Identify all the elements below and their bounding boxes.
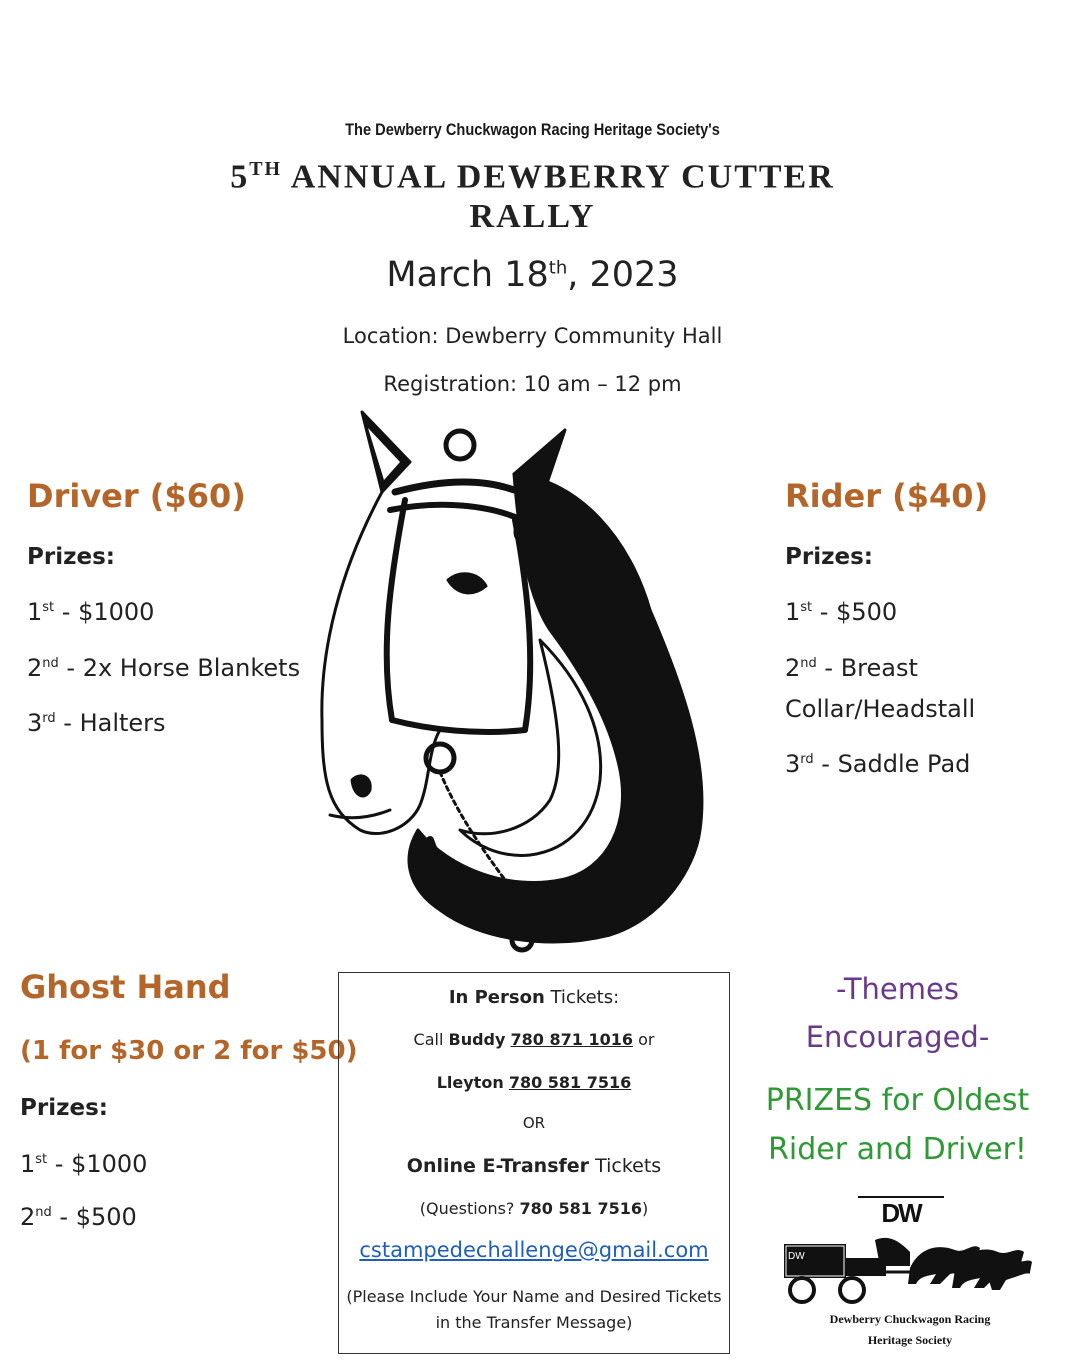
rider-prize-2-cont: Collar/Headstall	[785, 695, 976, 723]
call-pre: Call	[413, 1030, 449, 1049]
driver-prize-2	[27, 654, 300, 682]
prize-suffix: st	[800, 600, 813, 615]
questions-phone: 780 581 7516	[519, 1199, 642, 1218]
prize-place: 1	[785, 598, 801, 626]
prize-text: - Halters	[55, 709, 166, 737]
horse-head-illustration	[300, 400, 740, 960]
title-text: ANNUAL DEWBERRY CUTTER	[290, 158, 835, 196]
in-person-tickets	[339, 987, 729, 1008]
wagon-mark-text: DW	[788, 1251, 805, 1262]
date-year: , 2023	[567, 255, 679, 295]
note-line-2: in the Transfer Message)	[435, 1313, 633, 1332]
society-logo-mark	[858, 1196, 944, 1230]
special-prizes-line-2: Rider and Driver!	[768, 1132, 1027, 1167]
prize-suffix: st	[42, 600, 55, 615]
rider-prize-3	[785, 750, 970, 778]
prize-text: - $500	[812, 598, 898, 626]
note-line-1: (Please Include Your Name and Desired Tickets	[346, 1287, 722, 1306]
prize-place: 3	[27, 709, 43, 737]
ghost-hand-prizes-label: Prizes:	[20, 1095, 108, 1121]
prize-text: - $1000	[47, 1150, 148, 1178]
online-bold: Online E-Transfer	[406, 1155, 590, 1177]
buddy-name: Buddy	[448, 1030, 506, 1049]
questions-post: )	[641, 1199, 649, 1218]
prize-text: - $500	[51, 1203, 137, 1231]
themes-line-2: Encouraged-	[805, 1020, 990, 1054]
title-suffix: TH	[249, 158, 283, 180]
themes-line-1: -Themes	[836, 972, 959, 1006]
driver-prize-1	[27, 598, 154, 626]
rider-prize-2	[785, 654, 918, 682]
society-name: The Dewberry Chuckwagon Racing Heritage Society's	[345, 120, 720, 139]
event-registration: Registration: 10 am – 12 pm	[383, 372, 682, 396]
buddy-phone-link[interactable]: 780 871 1016	[510, 1030, 633, 1049]
prize-place: 1	[20, 1150, 36, 1178]
driver-heading: Driver ($60)	[27, 477, 246, 515]
call-buddy-line	[339, 1030, 729, 1049]
questions-pre: (Questions?	[419, 1199, 520, 1218]
date-main: March 18	[386, 255, 549, 295]
driver-prize-3	[27, 709, 166, 737]
ghost-hand-prize-1	[20, 1150, 147, 1178]
event-title-line1	[0, 158, 1065, 196]
prize-text: - $1000	[54, 598, 155, 626]
event-title-line2: RALLY	[469, 198, 596, 235]
prize-place: 2	[785, 654, 801, 682]
prize-suffix: nd	[42, 656, 59, 671]
or-divider: OR	[522, 1114, 546, 1132]
title-number: 5	[230, 158, 250, 196]
logo-mark-text: DW	[881, 1198, 921, 1228]
driver-prizes-label: Prizes:	[27, 544, 115, 570]
lleyton-line	[339, 1073, 729, 1092]
ghost-hand-heading: Ghost Hand	[20, 968, 231, 1006]
event-location: Location: Dewberry Community Hall	[342, 324, 723, 348]
prize-place: 2	[27, 654, 43, 682]
chuckwagon-silhouette-icon	[780, 1232, 1035, 1308]
rider-prize-1	[785, 598, 897, 626]
prize-place: 3	[785, 750, 801, 778]
prize-text: - Breast	[816, 654, 918, 682]
or-inline: or	[632, 1030, 655, 1049]
prize-suffix: nd	[800, 656, 817, 671]
questions-line	[339, 1199, 729, 1218]
society-logo-name-1: Dewberry Chuckwagon Racing	[829, 1312, 991, 1326]
in-person-bold: In Person	[448, 987, 545, 1008]
prize-suffix: rd	[42, 711, 56, 726]
online-tickets	[339, 1155, 729, 1177]
email-link[interactable]: cstampedechallenge@gmail.com	[359, 1238, 709, 1262]
tickets-box	[338, 972, 730, 1354]
ghost-hand-price: (1 for $30 or 2 for $50)	[20, 1036, 358, 1066]
prize-text: - Saddle Pad	[813, 750, 971, 778]
prize-suffix: st	[35, 1152, 48, 1167]
special-prizes-line-1: PRIZES for Oldest	[765, 1083, 1030, 1118]
rider-prizes-label: Prizes:	[785, 544, 873, 570]
ghost-hand-prize-2	[20, 1203, 137, 1231]
prize-suffix: rd	[800, 752, 814, 767]
in-person-rest: Tickets:	[544, 987, 620, 1008]
society-logo-name-2: Heritage Society	[867, 1333, 953, 1347]
prize-place: 2	[20, 1203, 36, 1231]
event-date	[0, 255, 1065, 295]
lleyton-phone-link[interactable]: 780 581 7516	[508, 1073, 632, 1092]
date-suffix: th	[548, 257, 568, 279]
online-rest: Tickets	[589, 1155, 662, 1177]
rider-heading: Rider ($40)	[785, 477, 989, 515]
prize-text: - 2x Horse Blankets	[58, 654, 301, 682]
prize-place: 1	[27, 598, 43, 626]
lleyton-name: Lleyton	[436, 1073, 504, 1092]
prize-suffix: nd	[35, 1205, 52, 1220]
